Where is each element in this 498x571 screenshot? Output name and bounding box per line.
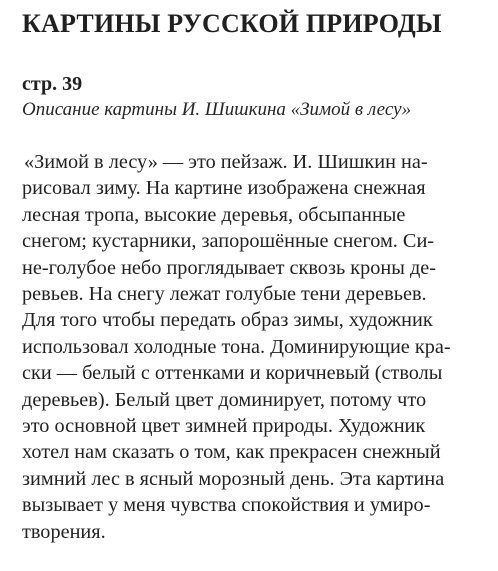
body-line: ревьев. На снегу лежат голубые тени деревьев. [22,283,427,306]
body-line: «Зимой в лесу» — это пейзаж. И. Шишкин на- [24,151,428,173]
body-line: деревьев). Белый цвет доминирует, потому что [22,388,427,411]
body-line: хотел нам сказать о том, как прекрасен снежный [22,441,441,464]
body-line: творения. [22,520,106,543]
page-reference: стр. 39 [22,73,83,95]
body-line: снегом; кустарники, запорошённые снегом. Си- [22,230,435,253]
essay-body [22,149,484,545]
body-line: зимний лес в ясный морозный день. Эта картина [22,467,445,490]
body-line: вызывает у меня чувства спокойствия и умиро- [22,494,431,517]
essay-subtitle: Описание картины И. Шишкина «Зимой в лесу» [22,99,412,120]
page-title: КАРТИНЫ РУССКОЙ ПРИРОДЫ [22,9,442,38]
body-line: ски — белый с оттенками и коричневый (стволы [22,362,443,385]
body-line: лесная тропа, высокие деревья, обсыпанные [22,203,406,226]
body-line: это основной цвет зимней природы. Художник [22,415,426,438]
body-line: Для того чтобы передать образ зимы, художник [22,309,433,332]
body-line: рисовал зиму. На картине изображена снежная [22,177,426,200]
body-line: не-голубое небо проглядывает сквозь кроны де- [22,256,437,279]
body-line: использовал холодные тона. Доминирующие кра- [22,335,451,358]
